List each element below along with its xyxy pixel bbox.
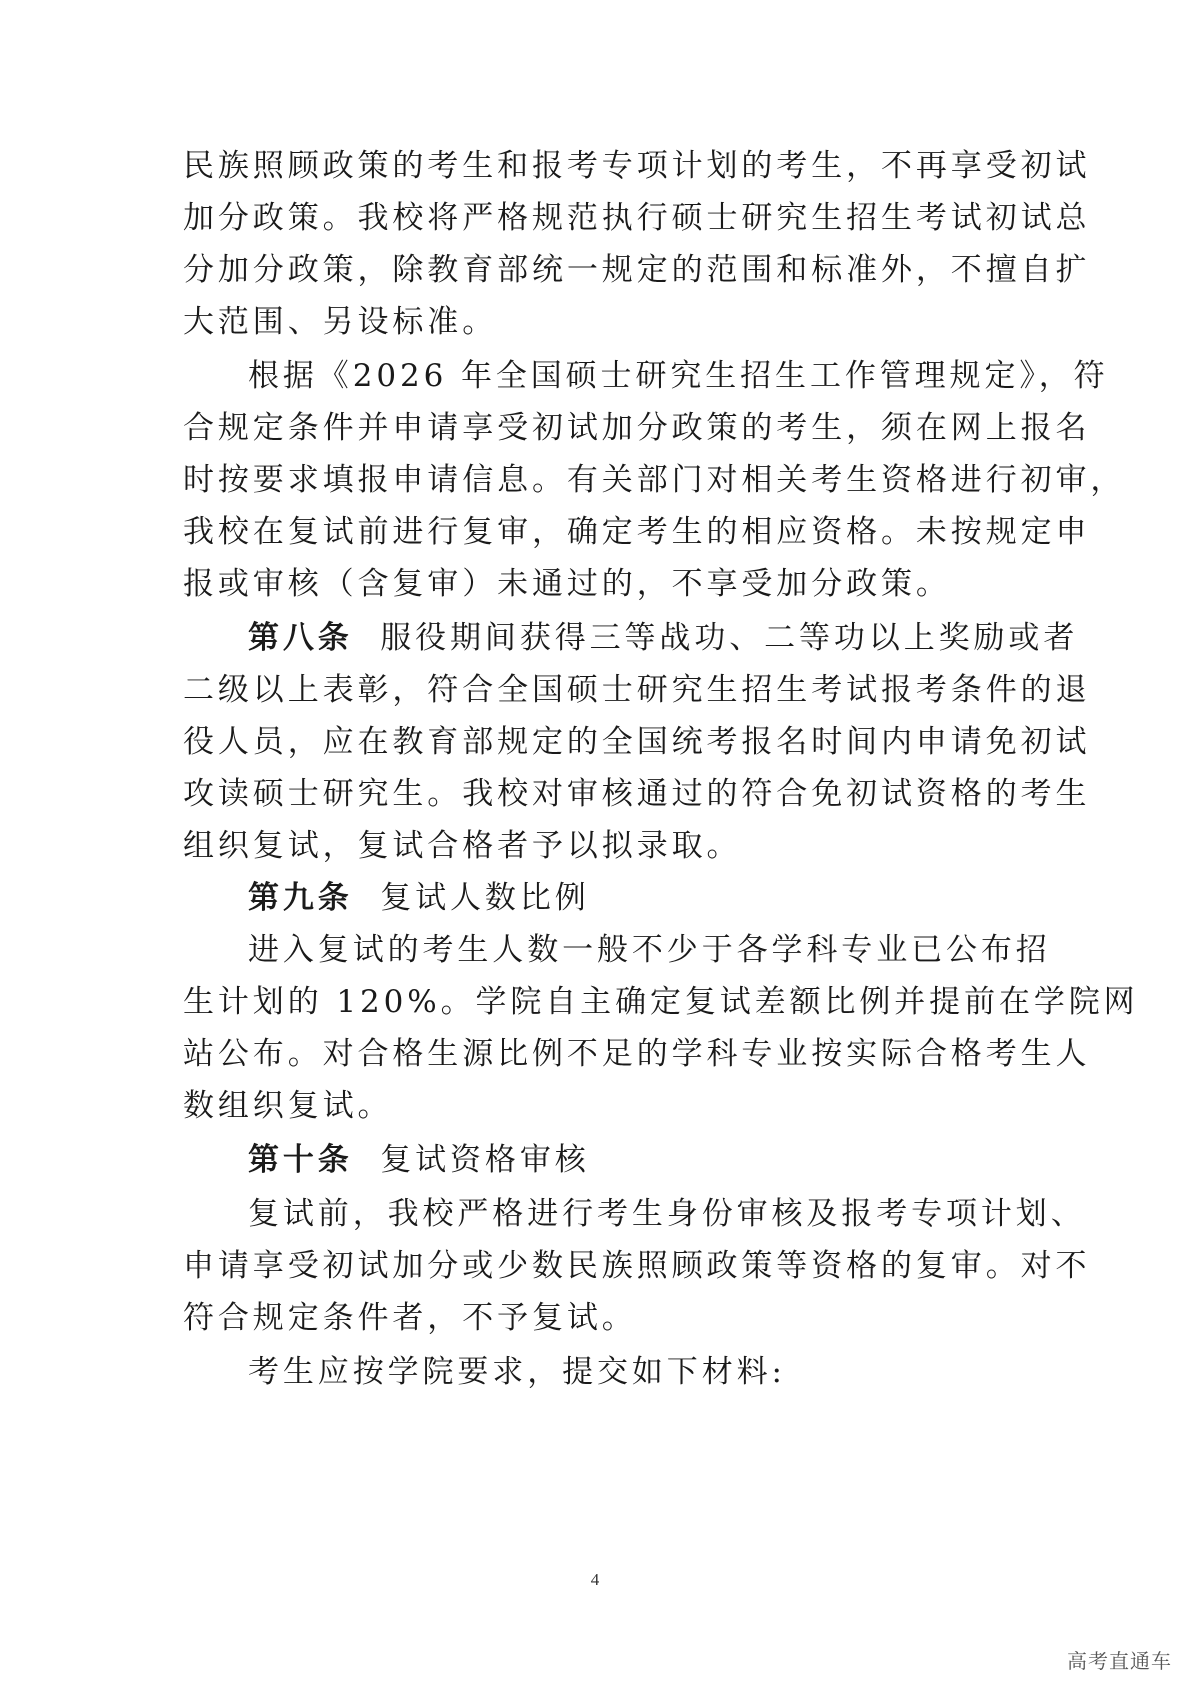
body-line: 根据《2026 年全国硕士研究生招生工作管理规定》，符 bbox=[248, 358, 1109, 394]
body-line: 大范围、另设标准。 bbox=[183, 304, 498, 340]
page-number: 4 bbox=[590, 1570, 600, 1589]
body-line: 合规定条件并申请享受初试加分政策的考生，须在网上报名 bbox=[183, 410, 1091, 446]
body-line: 复试前，我校严格进行考生身份审核及报考专项计划、 bbox=[248, 1196, 1086, 1232]
body-line: 攻读硕士研究生。我校对审核通过的符合免初试资格的考生 bbox=[183, 776, 1091, 812]
article-eight-first-line bbox=[248, 616, 1078, 660]
article-nine-title: 复试人数比例 bbox=[380, 880, 590, 916]
body-line: 数组织复试。 bbox=[183, 1088, 393, 1124]
body-line: 生计划的 120%。学院自主确定复试差额比例并提前在学院网 bbox=[183, 984, 1139, 1020]
body-line: 役人员，应在教育部规定的全国统考报名时间内申请免初试 bbox=[183, 724, 1091, 760]
body-line: 考生应按学院要求，提交如下材料: bbox=[248, 1354, 786, 1390]
article-nine-heading-line bbox=[248, 876, 590, 920]
body-line: 进入复试的考生人数一般不少于各学科专业已公布招 bbox=[248, 932, 1051, 968]
article-ten-title: 复试资格审核 bbox=[380, 1142, 590, 1178]
body-line: 分加分政策，除教育部统一规定的范围和标准外，不擅自扩 bbox=[183, 252, 1091, 288]
body-line: 报或审核（含复审）未通过的，不享受加分政策。 bbox=[183, 566, 951, 602]
article-heading-eighth: 第八条 bbox=[248, 620, 353, 656]
article-heading-tenth: 第十条 bbox=[248, 1142, 353, 1178]
body-line: 组织复试，复试合格者予以拟录取。 bbox=[183, 828, 742, 864]
body-line: 民族照顾政策的考生和报考专项计划的考生，不再享受初试 bbox=[183, 148, 1091, 184]
watermark: 高考直通车 bbox=[1067, 1649, 1172, 1673]
body-line: 站公布。对合格生源比例不足的学科专业按实际合格考生人 bbox=[183, 1036, 1091, 1072]
body-line: 二级以上表彰，符合全国硕士研究生招生考试报考条件的退 bbox=[183, 672, 1091, 708]
body-line: 加分政策。我校将严格规范执行硕士研究生招生考试初试总 bbox=[183, 200, 1091, 236]
article-heading-ninth: 第九条 bbox=[248, 880, 353, 916]
body-line: 我校在复试前进行复审，确定考生的相应资格。未按规定申 bbox=[183, 514, 1091, 550]
body-line: 符合规定条件者，不予复试。 bbox=[183, 1300, 637, 1336]
body-line: 时按要求填报申请信息。有关部门对相关考生资格进行初审， bbox=[183, 462, 1126, 498]
article-ten-heading-line bbox=[248, 1138, 590, 1182]
article-eight-text: 服役期间获得三等战功、二等功以上奖励或者 bbox=[380, 620, 1079, 656]
body-line: 申请享受初试加分或少数民族照顾政策等资格的复审。对不 bbox=[183, 1248, 1091, 1284]
